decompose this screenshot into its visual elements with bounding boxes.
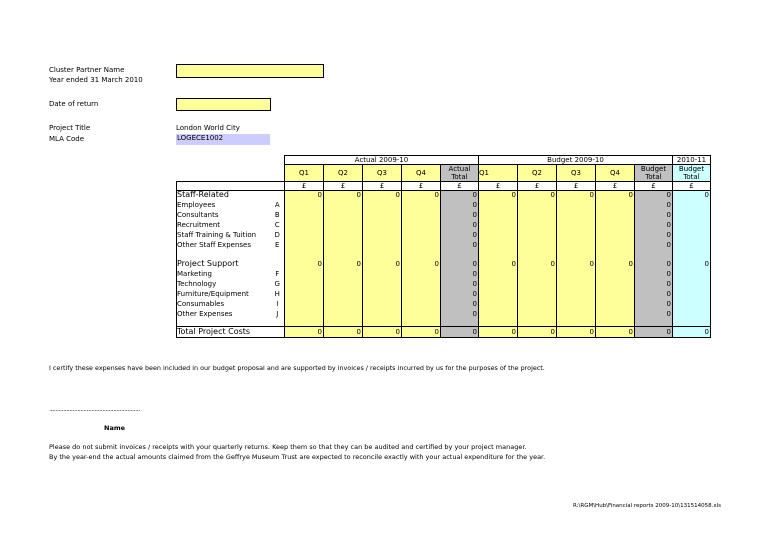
row-total-cell: 0 (635, 220, 673, 230)
input-cell[interactable] (518, 279, 557, 289)
section-total-cell: 0 (441, 191, 479, 200)
input-cell[interactable] (402, 220, 441, 230)
currency-cell: £ (518, 182, 557, 191)
input-cell[interactable] (673, 230, 711, 240)
input-cell[interactable] (285, 230, 324, 240)
col-q4-budget: Q4 (596, 165, 635, 182)
file-path: R:\RGM\Hub\Financial reports 2009-10\131514058.xls (573, 503, 721, 509)
input-cell[interactable] (479, 309, 518, 319)
row-label: Technology (177, 279, 271, 289)
input-cell[interactable] (557, 200, 596, 210)
input-cell[interactable] (596, 210, 635, 220)
input-cell[interactable] (363, 269, 402, 279)
grand-total-cell: 0 (673, 327, 711, 338)
col-q2-actual: Q2 (324, 165, 363, 182)
row-total-cell: 0 (635, 289, 673, 299)
grand-total-cell: 0 (518, 327, 557, 338)
section-total-cell: 0 (285, 260, 324, 269)
section-total-cell: 0 (635, 260, 673, 269)
financial-return-table (176, 155, 711, 338)
currency-cell: £ (596, 182, 635, 191)
note-line-2: By the year-end the actual amounts claimed from the Geffrye Museum Trust are expected to reconcile exactly with your actual expenditure for the year. (49, 453, 546, 461)
section-total-cell: 0 (402, 191, 441, 200)
input-cell[interactable] (324, 299, 363, 309)
grand-total-cell: 0 (635, 327, 673, 338)
input-cell[interactable] (479, 240, 518, 250)
currency-cell: £ (479, 182, 518, 191)
date-of-return-input[interactable] (176, 98, 271, 111)
currency-cell: £ (635, 182, 673, 191)
grand-total-cell: 0 (324, 327, 363, 338)
input-cell[interactable] (596, 299, 635, 309)
input-cell[interactable] (324, 200, 363, 210)
project-title-label: Project Title (49, 124, 91, 132)
row-total-cell: 0 (635, 269, 673, 279)
input-cell[interactable] (363, 289, 402, 299)
row-label: Consultants (177, 210, 271, 220)
input-cell[interactable] (285, 220, 324, 230)
input-cell[interactable] (557, 279, 596, 289)
grand-total-cell: 0 (363, 327, 402, 338)
row-total-cell: 0 (441, 240, 479, 250)
section-total-cell: 0 (402, 260, 441, 269)
col-q1-actual: Q1 (285, 165, 324, 182)
row-total-cell: 0 (441, 269, 479, 279)
year-ended-label: Year ended 31 March 2010 (49, 76, 143, 84)
input-cell[interactable] (518, 240, 557, 250)
grand-total-cell: 0 (285, 327, 324, 338)
input-cell[interactable] (363, 240, 402, 250)
input-cell[interactable] (518, 200, 557, 210)
section-total-cell: 0 (673, 260, 711, 269)
input-cell[interactable] (363, 210, 402, 220)
row-total-cell: 0 (441, 220, 479, 230)
input-cell[interactable] (479, 220, 518, 230)
input-cell[interactable] (673, 220, 711, 230)
input-cell[interactable] (479, 299, 518, 309)
input-cell[interactable] (557, 240, 596, 250)
input-cell[interactable] (596, 269, 635, 279)
input-cell[interactable] (402, 269, 441, 279)
input-cell[interactable] (324, 230, 363, 240)
currency-cell: £ (441, 182, 479, 191)
input-cell[interactable] (479, 200, 518, 210)
group-budget-header: Budget 2009-10 (479, 156, 673, 165)
row-letter: A (271, 200, 285, 210)
row-total-cell: 0 (635, 279, 673, 289)
col-next-budget-total: Budget Total (673, 165, 711, 182)
input-cell[interactable] (285, 289, 324, 299)
input-cell[interactable] (673, 289, 711, 299)
input-cell[interactable] (402, 240, 441, 250)
input-cell[interactable] (363, 220, 402, 230)
currency-cell: £ (557, 182, 596, 191)
row-total-cell: 0 (441, 230, 479, 240)
row-total-cell: 0 (441, 279, 479, 289)
currency-cell: £ (285, 182, 324, 191)
row-label: Other Expenses (177, 309, 271, 319)
section-total-cell: 0 (479, 260, 518, 269)
input-cell[interactable] (557, 309, 596, 319)
row-total-cell: 0 (441, 210, 479, 220)
section-total-cell: 0 (363, 260, 402, 269)
input-cell[interactable] (324, 309, 363, 319)
row-letter: I (271, 299, 285, 309)
input-cell[interactable] (285, 269, 324, 279)
input-cell[interactable] (518, 220, 557, 230)
input-cell[interactable] (557, 230, 596, 240)
row-letter: B (271, 210, 285, 220)
input-cell[interactable] (479, 279, 518, 289)
input-cell[interactable] (324, 269, 363, 279)
input-cell[interactable] (518, 289, 557, 299)
currency-cell: £ (324, 182, 363, 191)
section-total-cell: 0 (596, 260, 635, 269)
col-q2-budget: Q2 (518, 165, 557, 182)
input-cell[interactable] (673, 299, 711, 309)
input-cell[interactable] (673, 269, 711, 279)
project-title-value: London World City (176, 124, 240, 132)
input-cell[interactable] (596, 200, 635, 210)
row-label: Employees (177, 200, 271, 210)
row-letter: E (271, 240, 285, 250)
input-cell[interactable] (285, 210, 324, 220)
input-cell[interactable] (363, 279, 402, 289)
input-cell[interactable] (285, 240, 324, 250)
col-actual-total: Actual Total (441, 165, 479, 182)
input-cell[interactable] (402, 200, 441, 210)
input-cell[interactable] (479, 269, 518, 279)
input-cell[interactable] (557, 220, 596, 230)
currency-cell: £ (673, 182, 711, 191)
row-total-cell: 0 (635, 230, 673, 240)
row-total-cell: 0 (635, 210, 673, 220)
row-total-cell: 0 (635, 200, 673, 210)
input-cell[interactable] (324, 279, 363, 289)
grand-total-cell: 0 (441, 327, 479, 338)
input-cell[interactable] (596, 309, 635, 319)
grand-total-cell: 0 (479, 327, 518, 338)
input-cell[interactable] (402, 309, 441, 319)
input-cell[interactable] (479, 230, 518, 240)
input-cell[interactable] (479, 289, 518, 299)
row-letter: H (271, 289, 285, 299)
row-total-cell: 0 (441, 200, 479, 210)
row-total-cell: 0 (441, 309, 479, 319)
input-cell[interactable] (363, 200, 402, 210)
input-cell[interactable] (402, 279, 441, 289)
input-cell[interactable] (673, 309, 711, 319)
row-letter: J (271, 309, 285, 319)
input-cell[interactable] (557, 289, 596, 299)
row-letter: C (271, 220, 285, 230)
input-cell[interactable] (673, 210, 711, 220)
section-total-cell: 0 (518, 191, 557, 200)
section-total-cell: 0 (596, 191, 635, 200)
section-title-project-support: Project Support (177, 260, 271, 269)
section-total-cell: 0 (518, 260, 557, 269)
input-cell[interactable] (557, 210, 596, 220)
row-label: Furniture/Equipment (177, 289, 271, 299)
input-cell[interactable] (324, 240, 363, 250)
col-q4-actual: Q4 (402, 165, 441, 182)
currency-cell: £ (402, 182, 441, 191)
section-total-cell: 0 (557, 191, 596, 200)
date-of-return-label: Date of return (49, 100, 99, 108)
row-letter: G (271, 279, 285, 289)
input-cell[interactable] (557, 269, 596, 279)
row-total-cell: 0 (635, 309, 673, 319)
grand-total-cell: 0 (596, 327, 635, 338)
input-cell[interactable] (402, 299, 441, 309)
input-cell[interactable] (324, 220, 363, 230)
signature-line[interactable]: .......................................................... (49, 405, 140, 413)
currency-cell: £ (363, 182, 402, 191)
input-cell[interactable] (402, 210, 441, 220)
section-total-cell: 0 (324, 191, 363, 200)
input-cell[interactable] (596, 279, 635, 289)
section-total-cell: 0 (635, 191, 673, 200)
col-budget-total: Budget Total (635, 165, 673, 182)
input-cell[interactable] (324, 289, 363, 299)
section-total-cell: 0 (479, 191, 518, 200)
col-q3-budget: Q3 (557, 165, 596, 182)
input-cell[interactable] (363, 309, 402, 319)
input-cell[interactable] (673, 279, 711, 289)
row-letter: F (271, 269, 285, 279)
row-total-cell: 0 (441, 289, 479, 299)
input-cell[interactable] (596, 289, 635, 299)
row-label: Recruitment (177, 220, 271, 230)
input-cell[interactable] (596, 240, 635, 250)
row-label: Staff Training & Tuition (177, 230, 271, 240)
partner-name-input[interactable] (176, 64, 324, 78)
section-total-cell: 0 (673, 191, 711, 200)
input-cell[interactable] (285, 279, 324, 289)
input-cell[interactable] (596, 230, 635, 240)
input-cell[interactable] (285, 200, 324, 210)
row-total-cell: 0 (441, 299, 479, 309)
input-cell[interactable] (479, 210, 518, 220)
row-total-cell: 0 (635, 299, 673, 309)
row-label: Marketing (177, 269, 271, 279)
input-cell[interactable] (673, 200, 711, 210)
note-line-1: Please do not submit invoices / receipts with your quarterly returns. Keep them so that they can be audited and certified by your project manager. (49, 443, 527, 451)
col-q1-budget: Q1 (479, 165, 518, 182)
row-total-cell: 0 (635, 240, 673, 250)
row-label: Other Staff Expenses (177, 240, 271, 250)
input-cell[interactable] (518, 309, 557, 319)
input-cell[interactable] (402, 230, 441, 240)
section-total-cell: 0 (441, 260, 479, 269)
section-total-cell: 0 (285, 191, 324, 200)
input-cell[interactable] (518, 210, 557, 220)
grand-total-cell: 0 (402, 327, 441, 338)
input-cell[interactable] (596, 220, 635, 230)
input-cell[interactable] (518, 299, 557, 309)
input-cell[interactable] (363, 299, 402, 309)
col-q3-actual: Q3 (363, 165, 402, 182)
name-label: Name (104, 424, 126, 432)
input-cell[interactable] (518, 230, 557, 240)
section-title-staff: Staff-Related (177, 191, 271, 200)
input-cell[interactable] (363, 230, 402, 240)
input-cell[interactable] (518, 269, 557, 279)
input-cell[interactable] (285, 309, 324, 319)
row-label: Consumables (177, 299, 271, 309)
mla-code-label: MLA Code (49, 135, 85, 143)
input-cell[interactable] (673, 240, 711, 250)
mla-code-value: LOGECE1002 (176, 134, 270, 145)
group-next-header: 2010-11 (673, 156, 711, 165)
section-total-cell: 0 (363, 191, 402, 200)
section-total-cell: 0 (557, 260, 596, 269)
input-cell[interactable] (324, 210, 363, 220)
group-actual-header: Actual 2009-10 (285, 156, 479, 165)
section-total-cell: 0 (324, 260, 363, 269)
grand-total-cell: 0 (557, 327, 596, 338)
certification-text: I certify these expenses have been included in our budget proposal and are supported by invoices / receipts incurred by us for the purposes of the project. (49, 364, 545, 372)
total-project-costs-label: Total Project Costs (177, 327, 271, 338)
input-cell[interactable] (557, 299, 596, 309)
row-letter: D (271, 230, 285, 240)
input-cell[interactable] (285, 299, 324, 309)
partner-name-label: Cluster Partner Name (49, 66, 125, 74)
input-cell[interactable] (402, 289, 441, 299)
